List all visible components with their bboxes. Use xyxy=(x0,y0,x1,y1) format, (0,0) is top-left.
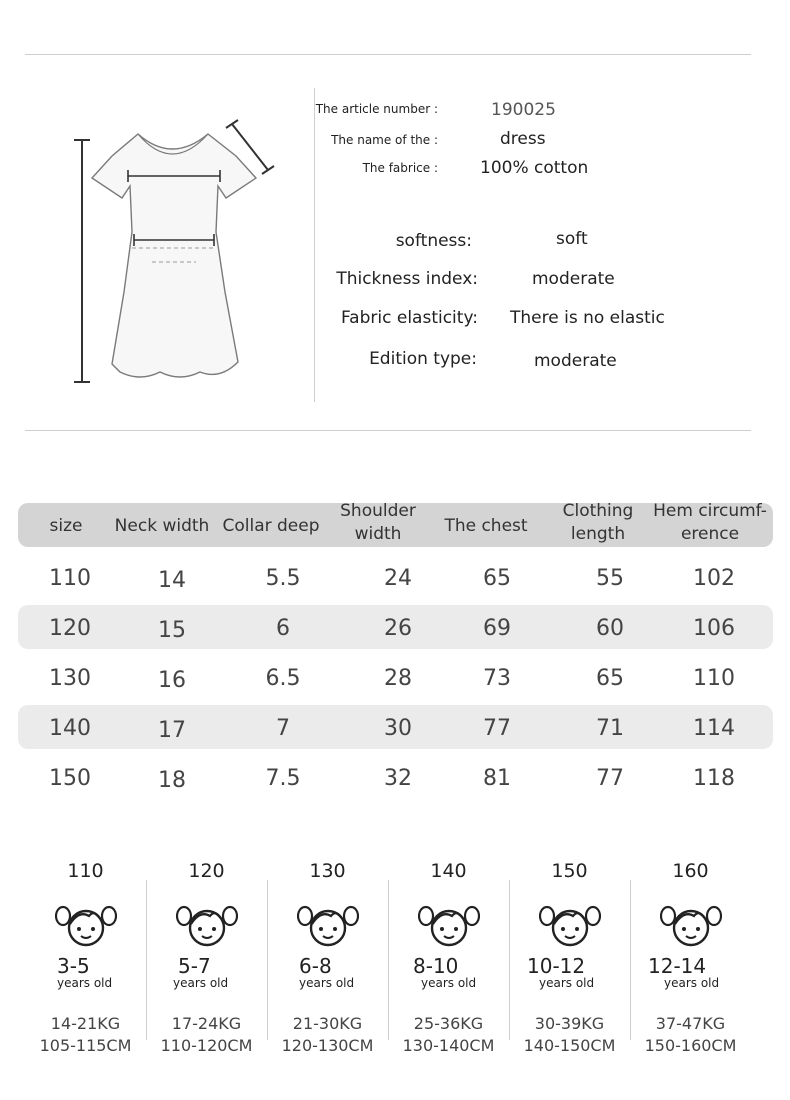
size-table-cell: 77 xyxy=(483,716,511,741)
height-range: 150-160CM xyxy=(644,1036,737,1055)
size-table-cell: 15 xyxy=(158,618,186,643)
size-table-cell: 106 xyxy=(693,616,735,641)
size-table-cell: 130 xyxy=(49,666,91,691)
middle-divider xyxy=(25,430,751,431)
girl-face-icon xyxy=(176,902,238,948)
header-clothing-length-line: length xyxy=(570,524,626,544)
size-table-cell: 55 xyxy=(596,566,624,591)
size-table-cell: 5.5 xyxy=(265,566,301,591)
size-table-cell: 77 xyxy=(596,766,624,791)
size-table-cell: 71 xyxy=(596,716,624,741)
size-table-cell: 110 xyxy=(49,566,91,591)
size-table-cell: 120 xyxy=(49,616,91,641)
size-table-cell: 32 xyxy=(384,766,412,791)
age-size-label: 110 xyxy=(67,860,104,882)
age-column xyxy=(146,860,267,1060)
size-table-cell: 110 xyxy=(693,666,735,691)
height-range: 120-130CM xyxy=(281,1036,374,1055)
girl-face-icon xyxy=(297,902,359,948)
size-table-cell: 65 xyxy=(483,566,511,591)
age-column xyxy=(25,860,146,1060)
article-number-value: 190025 xyxy=(491,100,556,120)
spec-divider xyxy=(314,88,315,402)
weight-range: 30-39KG xyxy=(534,1014,605,1033)
name-label: The name of the : xyxy=(331,133,438,147)
age-column xyxy=(267,860,388,1060)
top-divider xyxy=(25,54,751,55)
article-number-label: The article number : xyxy=(315,102,438,116)
size-table-cell: 60 xyxy=(596,616,624,641)
age-size-label: 130 xyxy=(309,860,346,882)
header-hem-circumference xyxy=(630,500,790,546)
size-table-cell: 28 xyxy=(384,666,412,691)
age-size-label: 120 xyxy=(188,860,225,882)
size-table-cell: 73 xyxy=(483,666,511,691)
weight-range: 14-21KG xyxy=(50,1014,121,1033)
age-unit: years old xyxy=(421,976,477,990)
edition-value: moderate xyxy=(534,351,617,371)
height-range: 140-150CM xyxy=(523,1036,616,1055)
girl-face-icon xyxy=(539,902,601,948)
age-range: 6-8 xyxy=(299,954,332,978)
weight-range: 37-47KG xyxy=(655,1014,726,1033)
girl-face-icon xyxy=(55,902,117,948)
fabric-label: The fabrice : xyxy=(362,161,438,175)
age-range: 3-5 xyxy=(57,954,90,978)
age-column xyxy=(509,860,630,1060)
size-table-cell: 7.5 xyxy=(265,766,301,791)
age-range: 5-7 xyxy=(178,954,211,978)
dress-icon xyxy=(60,112,290,402)
size-table-cell: 140 xyxy=(49,716,91,741)
size-table-cell: 24 xyxy=(384,566,412,591)
size-table-cell: 102 xyxy=(693,566,735,591)
size-table-cell: 18 xyxy=(158,768,186,793)
size-table-cell: 65 xyxy=(596,666,624,691)
name-value: dress xyxy=(500,129,546,149)
weight-range: 17-24KG xyxy=(171,1014,242,1033)
age-unit: years old xyxy=(539,976,595,990)
header-neck-width-line: Neck width xyxy=(114,516,210,536)
size-table-cell: 14 xyxy=(158,568,186,593)
weight-range: 21-30KG xyxy=(292,1014,363,1033)
height-range: 105-115CM xyxy=(39,1036,132,1055)
age-size-label: 160 xyxy=(672,860,709,882)
age-range: 12-14 xyxy=(648,954,707,978)
size-table-cell: 118 xyxy=(693,766,735,791)
elasticity-label: Fabric elasticity: xyxy=(340,308,478,328)
age-size-label: 140 xyxy=(430,860,467,882)
age-unit: years old xyxy=(173,976,229,990)
fabric-value: 100% cotton xyxy=(480,158,589,178)
softness-value: soft xyxy=(556,229,588,249)
size-table-cell: 6 xyxy=(276,616,290,641)
thickness-value: moderate xyxy=(532,269,615,289)
size-table-cell: 17 xyxy=(158,718,186,743)
age-range: 10-12 xyxy=(527,954,586,978)
size-table-cell: 16 xyxy=(158,668,186,693)
girl-face-icon xyxy=(418,902,480,948)
height-range: 130-140CM xyxy=(402,1036,495,1055)
height-range: 110-120CM xyxy=(160,1036,253,1055)
header-shoulder-width-line: width xyxy=(354,524,402,544)
age-unit: years old xyxy=(57,976,113,990)
header-chest-line: The chest xyxy=(444,516,528,536)
header-shoulder-width-line: Shoulder xyxy=(340,501,416,521)
header-size-line: size xyxy=(49,516,83,536)
age-column xyxy=(630,860,751,1060)
size-table-cell: 150 xyxy=(49,766,91,791)
header-clothing-length-line: Clothing xyxy=(562,501,634,521)
size-table-cell: 114 xyxy=(693,716,735,741)
header-hem-circumference-line: Hem circumf- xyxy=(653,501,767,521)
age-range: 8-10 xyxy=(413,954,459,978)
size-table-cell: 7 xyxy=(276,716,290,741)
size-table-cell: 6.5 xyxy=(265,666,301,691)
size-table-cell: 30 xyxy=(384,716,412,741)
age-size-label: 150 xyxy=(551,860,588,882)
header-collar-deep-line: Collar deep xyxy=(222,516,320,536)
age-unit: years old xyxy=(299,976,355,990)
elasticity-value: There is no elastic xyxy=(510,308,665,328)
size-table-cell: 26 xyxy=(384,616,412,641)
weight-range: 25-36KG xyxy=(413,1014,484,1033)
size-table-cell: 81 xyxy=(483,766,511,791)
size-table-cell: 69 xyxy=(483,616,511,641)
thickness-label: Thickness index: xyxy=(336,269,478,289)
edition-label: Edition type: xyxy=(369,349,477,369)
softness-label: softness: xyxy=(395,231,472,251)
girl-face-icon xyxy=(660,902,722,948)
header-hem-circumference-line: erence xyxy=(680,524,740,544)
age-column xyxy=(388,860,509,1060)
age-unit: years old xyxy=(664,976,720,990)
